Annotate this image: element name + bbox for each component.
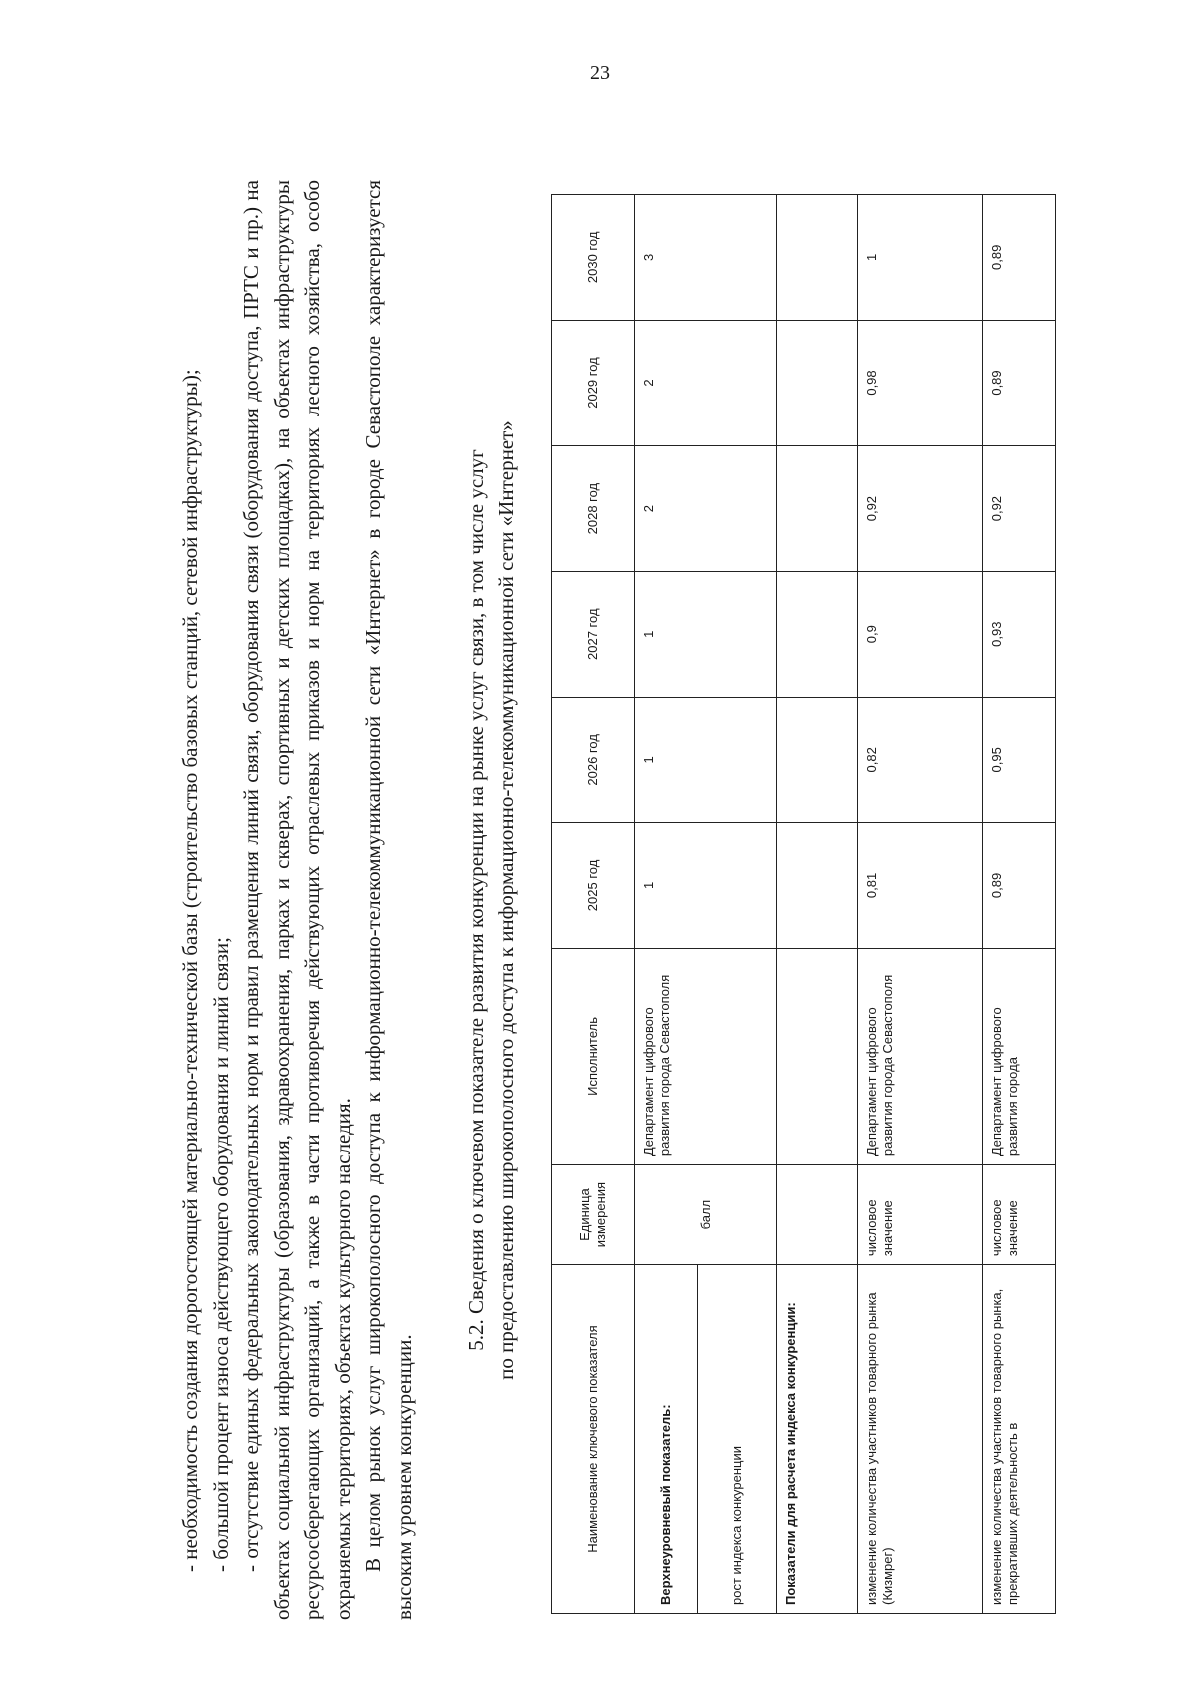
row-1-name: изменение количества участников товарного рынка (Кизмрег) (858, 1265, 983, 1614)
top-value-2029: 2 (635, 320, 777, 446)
row-2-value-2025: 0,89 (983, 823, 1056, 949)
empty-cell (777, 446, 858, 572)
header-unit: Единица измерения (552, 1165, 635, 1265)
row-1-value-2026: 0,82 (858, 697, 983, 823)
rost-label: рост индекса конкуренции (698, 1265, 777, 1614)
row-2-value-2028: 0,92 (983, 446, 1056, 572)
header-2025: 2025 год (552, 823, 635, 949)
paragraph-2: - большой процент износа действующего оборудования и линий связи; (208, 936, 233, 1572)
row-1-executor: Департамент цифрового развития города Севастополя (858, 948, 983, 1164)
top-indicator-label: Верхнеуровневый показатель: (635, 1265, 698, 1614)
top-executor: Департамент цифрового развития города Севастополя (635, 948, 777, 1164)
rotated-content (175, 180, 1045, 1620)
top-value-2028: 2 (635, 446, 777, 572)
table-row (777, 195, 858, 1614)
table-row (635, 195, 698, 1614)
kpi-table (551, 194, 1056, 1614)
row-1-value-2028: 0,92 (858, 446, 983, 572)
header-2028: 2028 год (552, 446, 635, 572)
row-1-value-2027: 0,9 (858, 571, 983, 697)
header-executor: Исполнитель (552, 948, 635, 1164)
row-2-unit: числовое значение (983, 1165, 1056, 1265)
row-2-executor: Департамент цифрового развития города (983, 948, 1056, 1164)
top-value-2025: 1 (635, 823, 777, 949)
header-2027: 2027 год (552, 571, 635, 697)
top-unit: балл (635, 1165, 777, 1265)
paragraph-4: В целом рынок услуг широкополосного доступа к информационно-телекоммуникационной сети «Интернет» в городе Севастополе характеризуется высоким уровнем конкуренции. (361, 180, 416, 1620)
empty-cell (777, 823, 858, 949)
header-2026: 2026 год (552, 697, 635, 823)
sub-indicators-label: Показатели для расчета индекса конкуренции: (777, 1265, 858, 1614)
header-2030: 2030 год (552, 195, 635, 321)
row-2-value-2027: 0,93 (983, 571, 1056, 697)
header-name: Наименование ключевого показателя (552, 1265, 635, 1614)
paragraph-3: - отсутствие единых федеральных законодательных норм и правил размещения линий связи, оборудования связи (оборудования доступа, ПРТС и пр.) на объектах социальной инфраструктуры (образования, здравоохранения, парках и скверах, спортивных и детских площадках), на объектах инфраструктуры ресурсосберегающих организаций, а также в части противоречия действующих отраслевых приказов и норм на территориях лесного хозяйства, особо охраняемых территориях, объектах культурного наследия. (239, 180, 355, 1620)
section-title (461, 180, 521, 1620)
row-1-unit: числовое значение (858, 1165, 983, 1265)
section-title-line-2: по предоставлению широкополосного доступа к информационно-телекоммуникационной сети «Интернет» (494, 420, 518, 1380)
header-2029: 2029 год (552, 320, 635, 446)
table-header-row (552, 195, 635, 1614)
row-2-value-2029: 0,89 (983, 320, 1056, 446)
empty-cell (777, 1165, 858, 1265)
row-1-value-2030: 1 (858, 195, 983, 321)
empty-cell (777, 948, 858, 1164)
row-2-name: изменение количества участников товарного рынка, прекративших деятельность в (983, 1265, 1056, 1614)
row-1-value-2029: 0,98 (858, 320, 983, 446)
top-value-2026: 1 (635, 697, 777, 823)
empty-cell (777, 697, 858, 823)
top-value-2030: 3 (635, 195, 777, 321)
empty-cell (777, 320, 858, 446)
table-row (858, 195, 983, 1614)
page-number: 23 (590, 62, 610, 84)
row-1-value-2025: 0,81 (858, 823, 983, 949)
top-value-2027: 1 (635, 571, 777, 697)
section-title-line-1: 5.2. Сведения о ключевом показателе развития конкуренции на рынке услуг связи, в том числе услуг (464, 449, 488, 1351)
row-2-value-2026: 0,95 (983, 697, 1056, 823)
empty-cell (777, 571, 858, 697)
table-row (983, 195, 1056, 1614)
row-2-value-2030: 0,89 (983, 195, 1056, 321)
empty-cell (777, 195, 858, 321)
paragraph-1: - необходимость создания дорогостоящей материально-технической базы (строительство базовых станций, сетевой инфраструктуры); (178, 369, 202, 1572)
